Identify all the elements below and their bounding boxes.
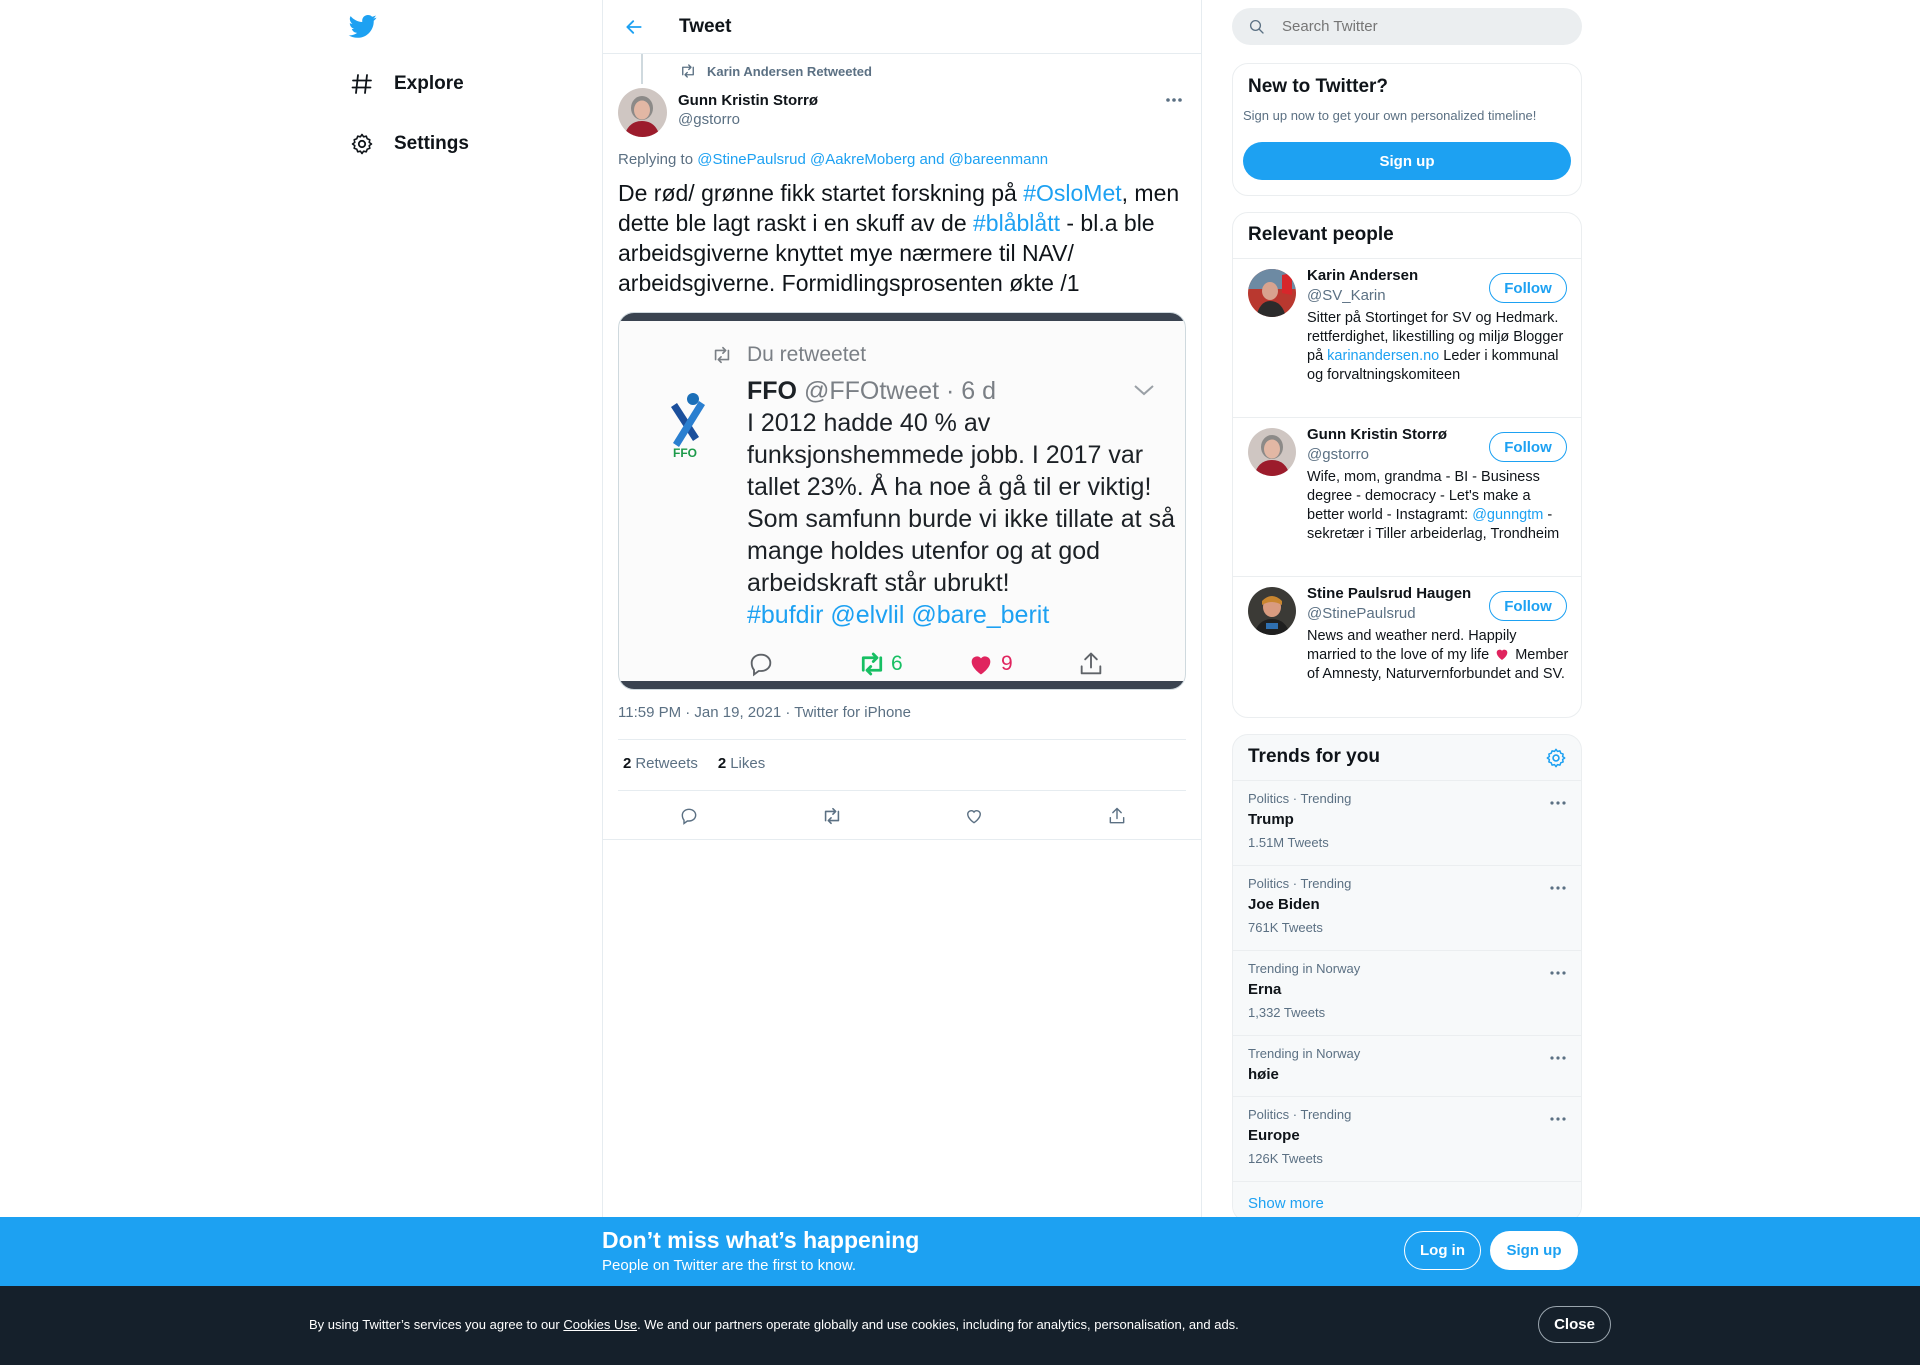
person-bio-text: Member of Amnesty, Naturvernforbundet and SV. [1307, 647, 1569, 682]
cookie-close-button[interactable]: Close [1538, 1306, 1611, 1343]
person-bio-text: Wife, mom, grandma - BI - Business degree - democracy - Let's make a better world - Instagramt: [1307, 469, 1540, 523]
trend-count: 761K Tweets [1248, 920, 1323, 935]
retweet-label: Retweets [635, 755, 698, 772]
banner-subtitle: People on Twitter are the first to know. [602, 1257, 857, 1274]
tweet-meta [618, 704, 911, 721]
trend-item[interactable] [1233, 780, 1581, 865]
tweet-actions [618, 800, 1188, 832]
back-button[interactable] [619, 12, 649, 42]
signup-banner [0, 1217, 1920, 1286]
divider [618, 790, 1186, 791]
trend-item[interactable] [1233, 865, 1581, 950]
arrow-left-icon [624, 17, 644, 37]
media-text-tags: #bufdir @elvlil @bare_berit [747, 601, 1050, 629]
retweet-icon [679, 62, 697, 80]
heart-icon [964, 806, 984, 826]
media-retweets [857, 649, 967, 679]
more-options-icon[interactable] [1163, 92, 1185, 108]
ffo-logo-text: FFO [673, 446, 697, 460]
trend-context: Trending in Norway [1248, 1046, 1361, 1061]
tweet-time[interactable]: 11:59 PM · Jan 19, 2021 [618, 704, 782, 721]
trend-context: Politics · Trending [1248, 791, 1352, 806]
like-count: 2 [717, 755, 727, 772]
ffo-logo [663, 391, 713, 461]
author-handle[interactable]: @gstorro [678, 111, 740, 128]
like-button[interactable] [957, 799, 991, 833]
nav-settings-label: Settings [394, 133, 469, 154]
cookie-text [309, 1317, 1239, 1332]
trends-card [1232, 734, 1582, 1222]
person-item[interactable] [1233, 417, 1581, 576]
more-options-icon[interactable] [1549, 880, 1567, 890]
tweet-source[interactable]: Twitter for iPhone [794, 704, 911, 721]
reply-button[interactable] [672, 799, 706, 833]
trend-name: Erna [1248, 981, 1282, 998]
person-item[interactable] [1233, 576, 1581, 718]
media-actions [747, 649, 1147, 679]
banner-title: Don’t miss what’s happening [602, 1227, 920, 1253]
search-input[interactable] [1282, 18, 1562, 35]
media-likes [967, 650, 1077, 678]
cookie-text-a: By using Twitter’s services you agree to our [309, 1317, 564, 1332]
tweet-text-part3: - bl.a ble arbeidsgiverne knyttet mye nærmere til NAV/ arbeidsgiverne. Formidlingsprosenten økte /1 [618, 210, 1155, 296]
divider [618, 739, 1186, 740]
hashtag-oslomet[interactable]: #OsloMet [1023, 180, 1122, 206]
new-to-twitter-subtitle: Sign up now to get your own personalized timeline! [1243, 108, 1537, 123]
page-header [603, 0, 1201, 54]
media-bottom-band [619, 681, 1185, 689]
replying-to [618, 151, 1048, 168]
share-icon [1107, 806, 1127, 826]
author-name[interactable]: Gunn Kristin Storrø [678, 92, 818, 109]
reply-icon [679, 806, 699, 826]
nav-explore-label: Explore [394, 73, 464, 94]
tweet-text [618, 178, 1188, 298]
person-bio [1307, 468, 1569, 544]
gear-icon [348, 130, 376, 158]
person-handle[interactable]: @StinePaulsrud [1307, 605, 1416, 622]
reply-mention-2[interactable]: @AakreMoberg [810, 151, 916, 168]
more-options-icon[interactable] [1549, 795, 1567, 805]
reply-mention-1[interactable]: @StinePaulsrud [697, 151, 806, 168]
tweet-text-part2: , men dette ble lagt raskt i en skuff av de [618, 180, 1180, 236]
search-bar[interactable] [1232, 8, 1582, 45]
new-to-twitter-card [1232, 63, 1582, 196]
avatar[interactable] [1248, 269, 1296, 317]
person-bio-text: Leder i kommunal og forvaltningskomiteen [1307, 348, 1559, 383]
social-context-label: Karin Andersen Retweeted [707, 63, 872, 79]
person-name[interactable]: Gunn Kristin Storrø [1307, 426, 1447, 443]
log-in-button[interactable]: Log in [1404, 1231, 1481, 1270]
trend-item[interactable] [1233, 1096, 1581, 1181]
new-to-twitter-title: New to Twitter? [1248, 76, 1389, 97]
media-retweet-label [711, 343, 866, 367]
chevron-down-icon [1133, 383, 1155, 397]
hashtag-icon [348, 70, 376, 98]
trend-item[interactable] [1233, 950, 1581, 1035]
follow-button[interactable]: Follow [1489, 432, 1567, 462]
trend-context: Politics · Trending [1248, 1107, 1352, 1122]
person-bio-text: News and weather nerd. Happily married to the love of my life [1307, 628, 1517, 663]
cookie-banner [0, 1286, 1920, 1365]
media-text-body: I 2012 hadde 40 % av funksjonshemmede jobb. I 2017 var tallet 23%. Å ha noe å gå til er viktig! Som samfunn burde vi ikke tillate at så mange holdes utenfor og at god arbeidskraft står ubrukt! [747, 409, 1175, 597]
trend-count: 1.51M Tweets [1248, 835, 1329, 850]
sign-up-button[interactable]: Sign up [1243, 142, 1571, 180]
search-icon [1248, 18, 1266, 36]
trend-context: Politics · Trending [1248, 876, 1352, 891]
person-handle[interactable]: @SV_Karin [1307, 287, 1386, 304]
person-bio-text: Sitter på Stortinget for SV og Hedmark. rettferdighet, likestilling og miljø Blogger på [1307, 310, 1564, 364]
social-context[interactable] [679, 62, 872, 80]
retweet-count: 2 [623, 755, 632, 772]
more-options-icon[interactable] [1549, 1111, 1567, 1121]
like-label: Likes [730, 755, 766, 772]
person-bio-link[interactable]: @gunngtm [1472, 507, 1544, 523]
show-more-row[interactable] [1233, 1181, 1581, 1222]
hashtag-blablatt[interactable]: #blåblått [973, 210, 1060, 236]
relevant-people-title: Relevant people [1248, 224, 1394, 245]
media-retweet-text: Du retweetet [747, 343, 867, 366]
red-heart-icon [1493, 646, 1511, 662]
thread-line [641, 54, 643, 84]
retweet-icon [857, 649, 887, 679]
media-top-band [619, 313, 1185, 321]
main-column [602, 0, 1202, 1365]
likes-stat[interactable] [718, 755, 765, 772]
person-bio-text: - sekretær i Tiller arbeiderlag, Trondheim [1307, 507, 1560, 542]
meta-dot: · [785, 704, 791, 721]
divider [603, 839, 1201, 840]
tweet-text-part1: De rød/ grønne fikk startet forskning på [618, 180, 1024, 206]
trend-name: Europe [1248, 1127, 1300, 1144]
person-bio [1307, 627, 1569, 684]
share-icon [1077, 650, 1105, 678]
trend-context: Trending in Norway [1248, 961, 1361, 976]
trend-name: Joe Biden [1248, 896, 1320, 913]
trend-count: 126K Tweets [1248, 1151, 1323, 1166]
trend-name: Trump [1248, 811, 1294, 828]
person-bio [1307, 309, 1569, 385]
tweet-stats [623, 755, 785, 772]
person-handle[interactable]: @gstorro [1307, 446, 1369, 463]
avatar[interactable] [1248, 587, 1296, 635]
media-text [747, 407, 1177, 631]
follow-button[interactable]: Follow [1489, 273, 1567, 303]
trends-settings-button[interactable] [1545, 747, 1567, 774]
trend-item[interactable] [1233, 1035, 1581, 1096]
gear-icon [1545, 747, 1567, 769]
retweet-icon [711, 344, 733, 366]
avatar[interactable] [618, 88, 667, 137]
reply-and: and [919, 151, 945, 168]
page-title: Tweet [679, 15, 732, 37]
media-like-count: 9 [1001, 652, 1013, 675]
tweet-media-image[interactable] [618, 312, 1186, 690]
reply-mention-3[interactable]: @bareenmann [948, 151, 1049, 168]
avatar[interactable] [1248, 428, 1296, 476]
media-retweet-count: 6 [891, 652, 903, 675]
follow-button[interactable]: Follow [1489, 591, 1567, 621]
reply-icon [747, 650, 857, 678]
retweet-icon [821, 805, 843, 827]
show-more-link[interactable]: Show more [1248, 1195, 1324, 1212]
retweet-button[interactable] [815, 799, 849, 833]
more-options-icon[interactable] [1549, 965, 1567, 975]
trend-count: 1,332 Tweets [1248, 1005, 1326, 1020]
cookie-text-b: . We and our partners operate globally and use cookies, including for analytics, personalisation, and ads. [637, 1317, 1239, 1332]
trend-name: høie [1248, 1066, 1279, 1083]
media-author [747, 377, 996, 406]
retweets-stat[interactable] [623, 755, 698, 772]
relevant-people-card [1232, 212, 1582, 718]
trends-title: Trends for you [1248, 746, 1380, 767]
heart-icon [967, 650, 995, 678]
person-bio-link[interactable]: karinandersen.no [1327, 348, 1440, 364]
nav-explore[interactable] [348, 60, 464, 108]
replying-prefix: Replying to [618, 151, 694, 168]
media-author-name: FFO [747, 377, 797, 405]
banner-sign-up-button[interactable]: Sign up [1490, 1231, 1578, 1270]
media-author-handle: @FFOtweet · 6 d [803, 377, 997, 405]
cookies-use-link[interactable]: Cookies Use [563, 1317, 638, 1332]
person-name[interactable]: Karin Andersen [1307, 267, 1419, 284]
person-item[interactable] [1233, 258, 1581, 417]
more-options-icon[interactable] [1549, 1050, 1567, 1060]
share-button[interactable] [1100, 799, 1134, 833]
twitter-bird-icon[interactable] [348, 12, 378, 40]
person-name[interactable]: Stine Paulsrud Haugen [1307, 585, 1472, 602]
nav-settings[interactable] [348, 120, 469, 168]
